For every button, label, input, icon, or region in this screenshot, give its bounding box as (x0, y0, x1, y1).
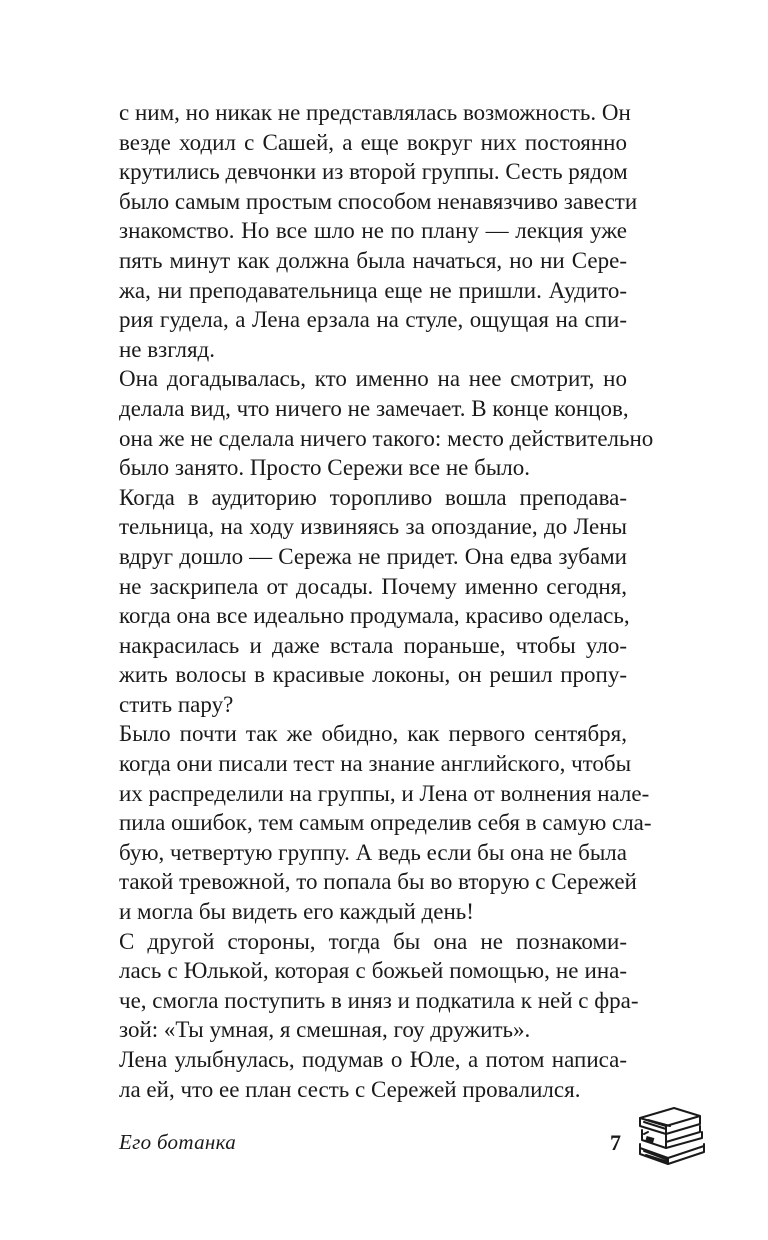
text-line: везде ходил с Сашей, а еще вокруг них постоянно (119, 129, 627, 155)
text-line: рия гудела, а Лена ерзала на стуле, ощущая на спи- (119, 307, 627, 333)
page-body-text (119, 98, 654, 1104)
text-line: она же не сделала ничего такого: место действительно (119, 425, 654, 451)
paragraph-4 (119, 719, 652, 926)
text-line: че, смогла поступить в иняз и подкатила к ней с фра- (119, 987, 639, 1013)
books-stack-icon (634, 1104, 706, 1174)
text-line: их распределили на группы, и Лена от волнения нале- (119, 780, 650, 806)
text-line: жа, ни преподавательница еще не пришли. Аудито- (119, 277, 627, 303)
text-line: не заскрипела от досады. Почему именно сегодня, (119, 573, 627, 599)
text-line: лась с Юлькой, которая с божьей помощью, не ина- (119, 958, 627, 984)
text-line: когда она все идеально продумала, красиво оделась, (119, 603, 630, 629)
text-line: бую, четвертую группу. А ведь если бы она не была (119, 839, 627, 865)
text-line: тельница, на ходу извиняясь за опоздание, до Лены (119, 514, 627, 540)
text-line: зой: «Ты умная, я смешная, гоу дружить». (119, 1017, 531, 1043)
text-line: и могла бы видеть его каждый день! (119, 899, 474, 925)
text-line: Было почти так же обидно, как первого сентября, (119, 721, 627, 747)
text-line-content: Она догадывалась, кто именно на нее смотрит, но (119, 366, 627, 392)
text-line: С другой стороны, тогда бы она не познакоми- (119, 928, 627, 954)
text-line: ла ей, что ее план сесть с Сережей провалился. (119, 1076, 581, 1102)
text-line: крутились девчонки из второй группы. Сесть рядом (119, 159, 628, 185)
paragraph-2 (119, 364, 654, 482)
text-line: было занято. Просто Сережи все не было. (119, 455, 531, 481)
text-line: знакомство. Но все шло не по плану — лекция уже (119, 218, 627, 244)
text-line: стить пару? (119, 691, 234, 717)
text-line: пять минут как должна была начаться, но ни Сере- (119, 247, 627, 273)
text-line: не взгляд. (119, 336, 215, 362)
text-line: вдруг дошло — Сережа не придет. Она едва зубами (119, 543, 627, 569)
text-line: было самым простым способом ненавязчиво завести (119, 188, 638, 214)
text-line: делала вид, что ничего не замечает. В конце концов, (119, 395, 629, 421)
text-line: когда они писали тест на знание английского, чтобы (119, 751, 632, 777)
text-line: накрасилась и даже встала пораньше, чтобы уло- (119, 632, 627, 658)
paragraph-5 (119, 927, 639, 1045)
paragraph-1 (119, 98, 638, 364)
text-line: с ним, но никак не представлялась возможность. Он (119, 100, 631, 125)
running-footer-book-title: Его ботанка (119, 1130, 236, 1154)
page-number: 7 (610, 1130, 621, 1155)
text-line: Когда в аудиторию торопливо вошла преподава- (119, 484, 627, 510)
paragraph-3 (119, 483, 630, 720)
text-line: пила ошибок, тем самым определив себя в самую сла- (119, 810, 652, 836)
paragraph-6 (119, 1045, 627, 1104)
text-line: жить волосы в красивые локоны, он решил пропу- (119, 662, 627, 688)
text-line: такой тревожной, то попала бы во вторую с Сережей (119, 869, 637, 895)
text-line (119, 364, 627, 394)
text-line: Лена улыбнулась, подумав о Юле, а потом написа- (119, 1047, 627, 1072)
